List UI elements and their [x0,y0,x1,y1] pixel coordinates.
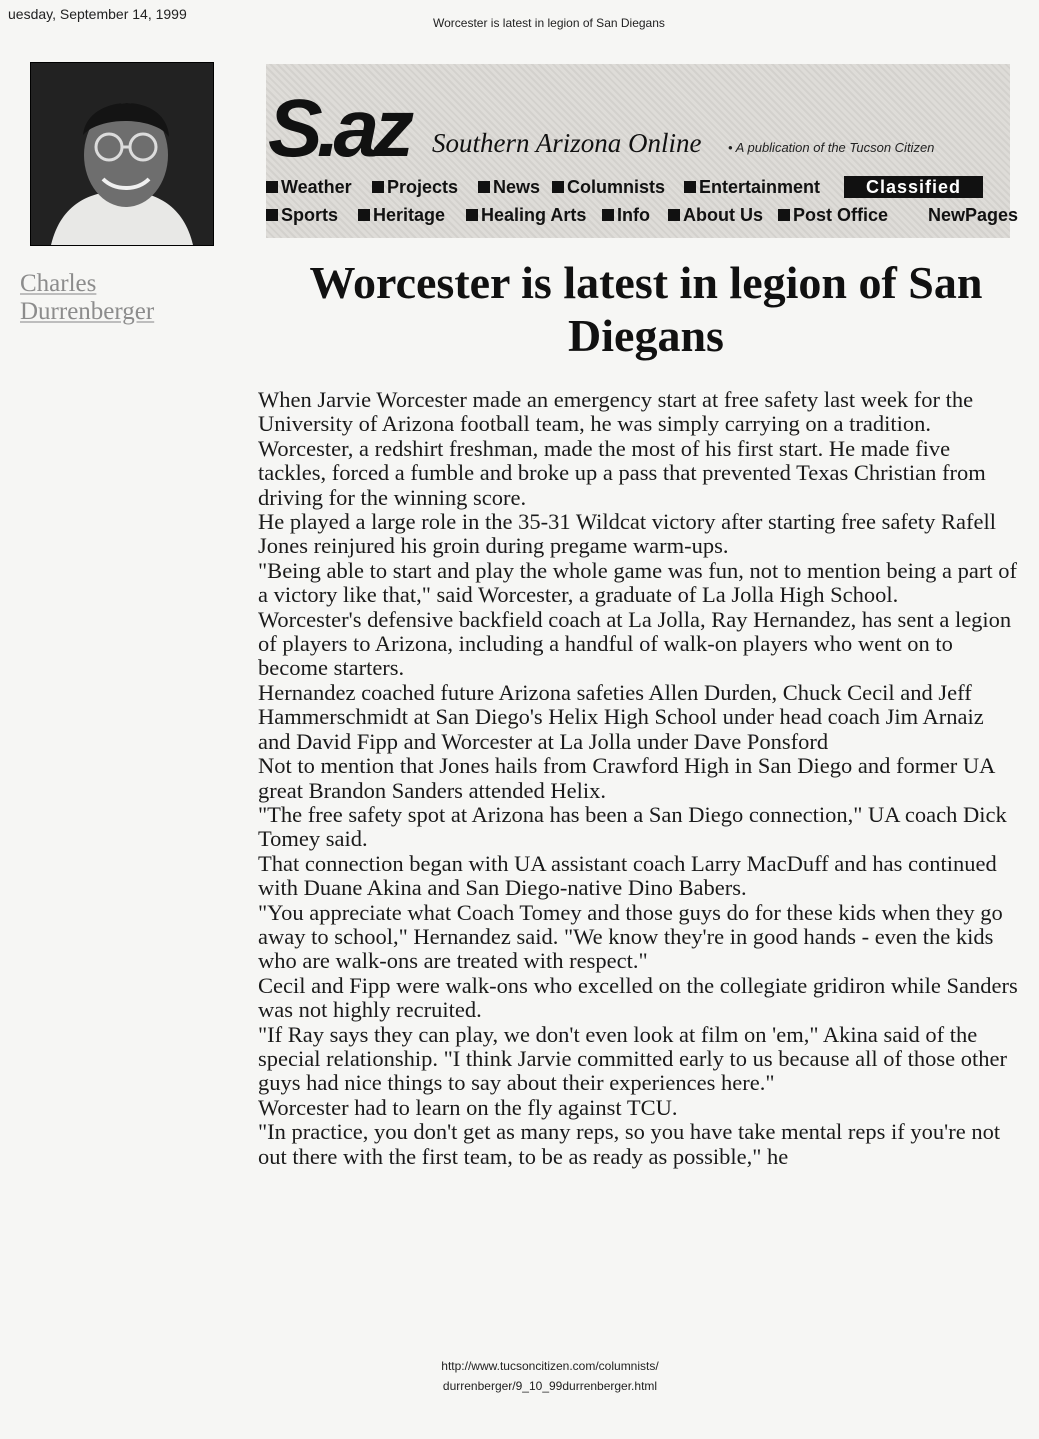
footer-url-line1: http://www.tucsoncitizen.com/columnists/ [441,1359,659,1373]
article-paragraph: Worcester's defensive backfield coach at La Jolla, Ray Hernandez, has sent a legion of players to Arizona, including a handful of walk-on players who went on to become starters. [258,606,1012,681]
logo-publication-note: • A publication of the Tucson Citizen [728,140,935,155]
logo-tagline: Southern Arizona Online [432,128,702,158]
article-paragraph: He played a large role in the 35-31 Wildcat victory after starting free safety Rafell Jones reinjured his groin during pregame warm-ups. [258,509,996,559]
article-body [258,388,1018,1169]
article-paragraph: Worcester, a redshirt freshman, made the most of his first start. He made five tackles, forced a fumble and broke up a pass that prevented Texas Christian from driving for the winning score. [258,435,986,510]
nav-weather[interactable]: Weather [266,176,352,198]
nav-projects[interactable]: Projects [372,176,458,198]
nav-entertainment[interactable]: Entertainment [684,176,820,198]
article-paragraph: Worcester had to learn on the fly against TCU. [258,1094,678,1120]
footer-url [300,1356,800,1396]
nav-columnists[interactable]: Columnists [552,176,665,198]
nav-row-primary [266,176,1010,200]
nav-healing-arts[interactable]: Healing Arts [466,204,586,226]
columnist-photo [30,62,214,246]
nav-about-us[interactable]: About Us [668,204,763,226]
article-paragraph: Hernandez coached future Arizona safeties Allen Durden, Chuck Cecil and Jeff Hammerschmidt at San Diego's Helix High School under head coach Jim Arnaiz and David Fipp and Worcester at La Jolla under Dave Ponsford [258,679,984,754]
article-paragraph: Not to mention that Jones hails from Crawford High in San Diego and former UA great Brandon Sanders attended Helix. [258,753,995,803]
saz-logo[interactable]: S.az [268,83,409,174]
article-paragraph: "In practice, you don't get as many reps, so you have take mental reps if you're not out there with the first team, to be as ready as possible," he [258,1119,1001,1169]
nav-heritage[interactable]: Heritage [358,204,445,226]
print-page-title: Worcester is latest in legion of San Diegans [433,16,665,30]
article-headline: Worcester is latest in legion of San Diegans [309,257,983,361]
article-paragraph: "Being able to start and play the whole game was fun, not to mention being a part of a victory like that," said Worcester, a graduate of La Jolla High School. [258,557,1017,608]
nav-info[interactable]: Info [602,204,650,226]
article-paragraph: That connection began with UA assistant coach Larry MacDuff and has continued with Duane Akina and San Diego-native Dino Babers. [258,850,997,901]
columnist-first-name: Charles [20,270,97,297]
article-paragraph: "You appreciate what Coach Tomey and those guys do for these kids when they go away to school," Hernandez said. "We know they're in good hands - even the kids who are walk-ons are treated with respect." [258,899,1003,974]
footer-url-line2: durrenberger/9_10_99durrenberger.html [442,1379,658,1393]
site-banner [266,64,1019,238]
nav-sports[interactable]: Sports [266,204,338,226]
columnist-portrait-image [31,63,213,245]
article-paragraph: "The free safety spot at Arizona has been a San Diego connection," UA coach Dick Tomey said. [258,801,1007,852]
nav-news[interactable]: News [478,176,540,198]
nav-classified[interactable]: Classified [844,176,983,198]
columnist-name-link[interactable] [20,270,195,326]
article-paragraph: Cecil and Fipp were walk-ons who excelled on the collegiate gridiron while Sanders was not highly recruited. [258,972,1018,1023]
print-date: uesday, September 14, 1999 [8,6,187,22]
nav-new-pages[interactable]: NewPages [928,205,1019,225]
nav-post-office[interactable]: Post Office [778,204,888,226]
columnist-last-name: Durrenberger [20,298,155,325]
nav-row-secondary [266,204,1019,228]
article-paragraph: When Jarvie Worcester made an emergency start at free safety last week for the University of Arizona football team, he was simply carrying on a tradition. [258,387,974,437]
article-paragraph: "If Ray says they can play, we don't even look at film on 'em," Akina said of the special relationship. "I think Jarvie committed early to us because all of those other guys had nice things to say about their experiences here." [258,1021,1007,1096]
